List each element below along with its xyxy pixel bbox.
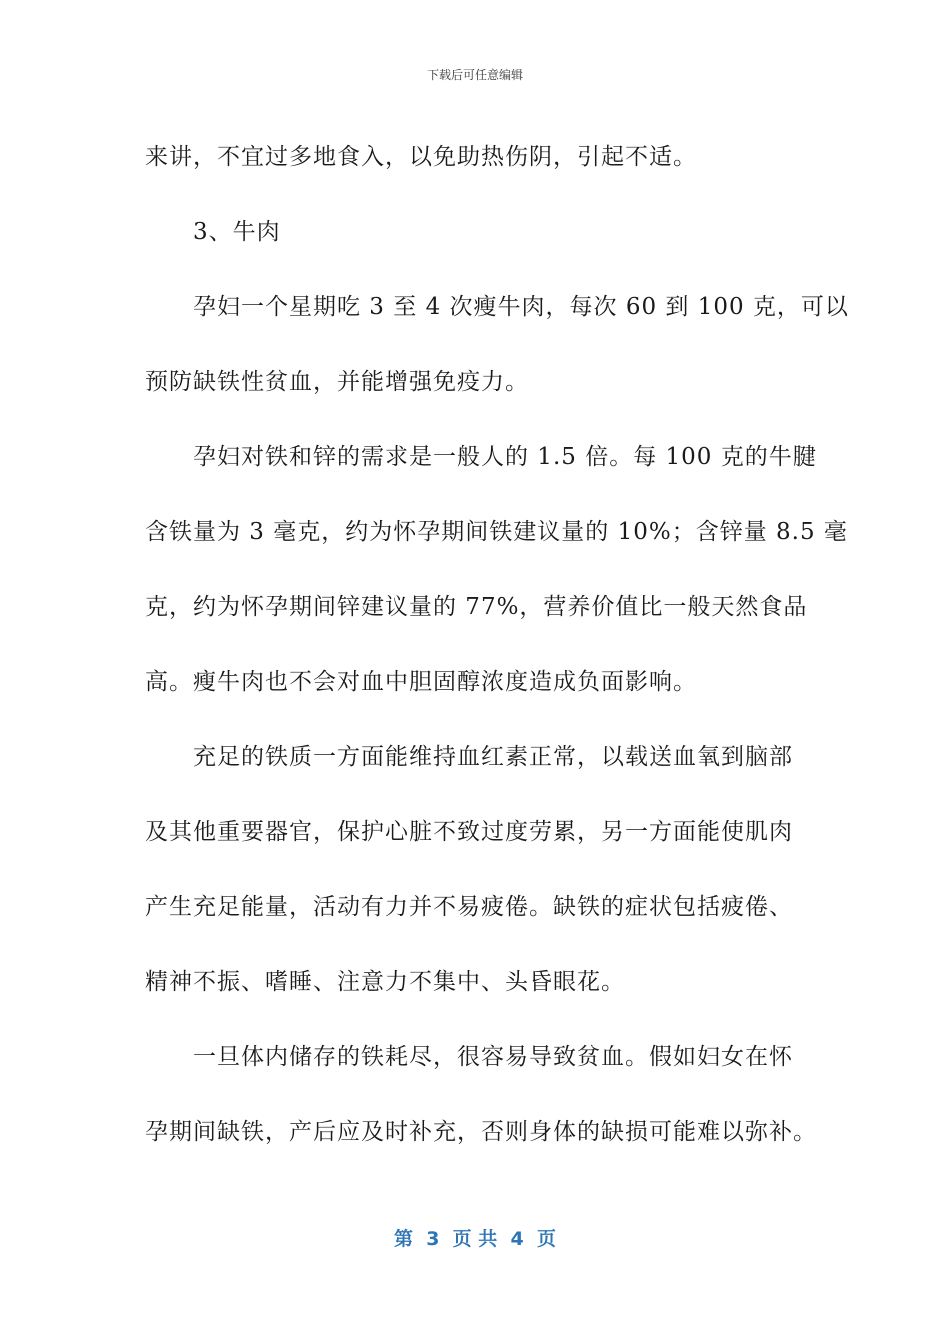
header-note: 下载后可任意编辑 [426,68,523,82]
text-line: 克，约为怀孕期间锌建议量的 77%，营养价值比一般天然食品 [145,594,808,620]
text-line: 孕妇一个星期吃 3 至 4 次瘦牛肉，每次 60 到 100 克，可以 [193,294,849,320]
text-line: 产生充足能量，活动有力并不易疲倦。缺铁的症状包括疲倦、 [145,894,793,920]
text-line: 充足的铁质一方面能维持血红素正常，以载送血氧到脑部 [193,744,793,770]
document-body [145,120,849,1170]
text-line: 含铁量为 3 毫克，约为怀孕期间铁建议量的 10%；含锌量 8.5 毫 [145,519,848,545]
text-line: 高。瘦牛肉也不会对血中胆固醇浓度造成负面影响。 [145,669,697,695]
text-line: 精神不振、嗜睡、注意力不集中、头昏眼花。 [145,969,625,995]
text-line: 一旦体内储存的铁耗尽，很容易导致贫血。假如妇女在怀 [193,1044,793,1070]
text-line: 预防缺铁性贫血，并能增强免疫力。 [145,369,529,395]
text-line: 及其他重要器官，保护心脏不致过度劳累，另一方面能使肌肉 [145,819,793,845]
text-line: 孕妇对铁和锌的需求是一般人的 1.5 倍。每 100 克的牛腱 [193,444,817,470]
page-number-footer: 第 3 页 共 4 页 [394,1228,556,1250]
text-line: 孕期间缺铁，产后应及时补充，否则身体的缺损可能难以弥补。 [145,1119,817,1145]
section-heading: 3、牛肉 [193,219,281,245]
text-line: 来讲，不宜过多地食入，以免助热伤阴，引起不适。 [145,144,697,170]
